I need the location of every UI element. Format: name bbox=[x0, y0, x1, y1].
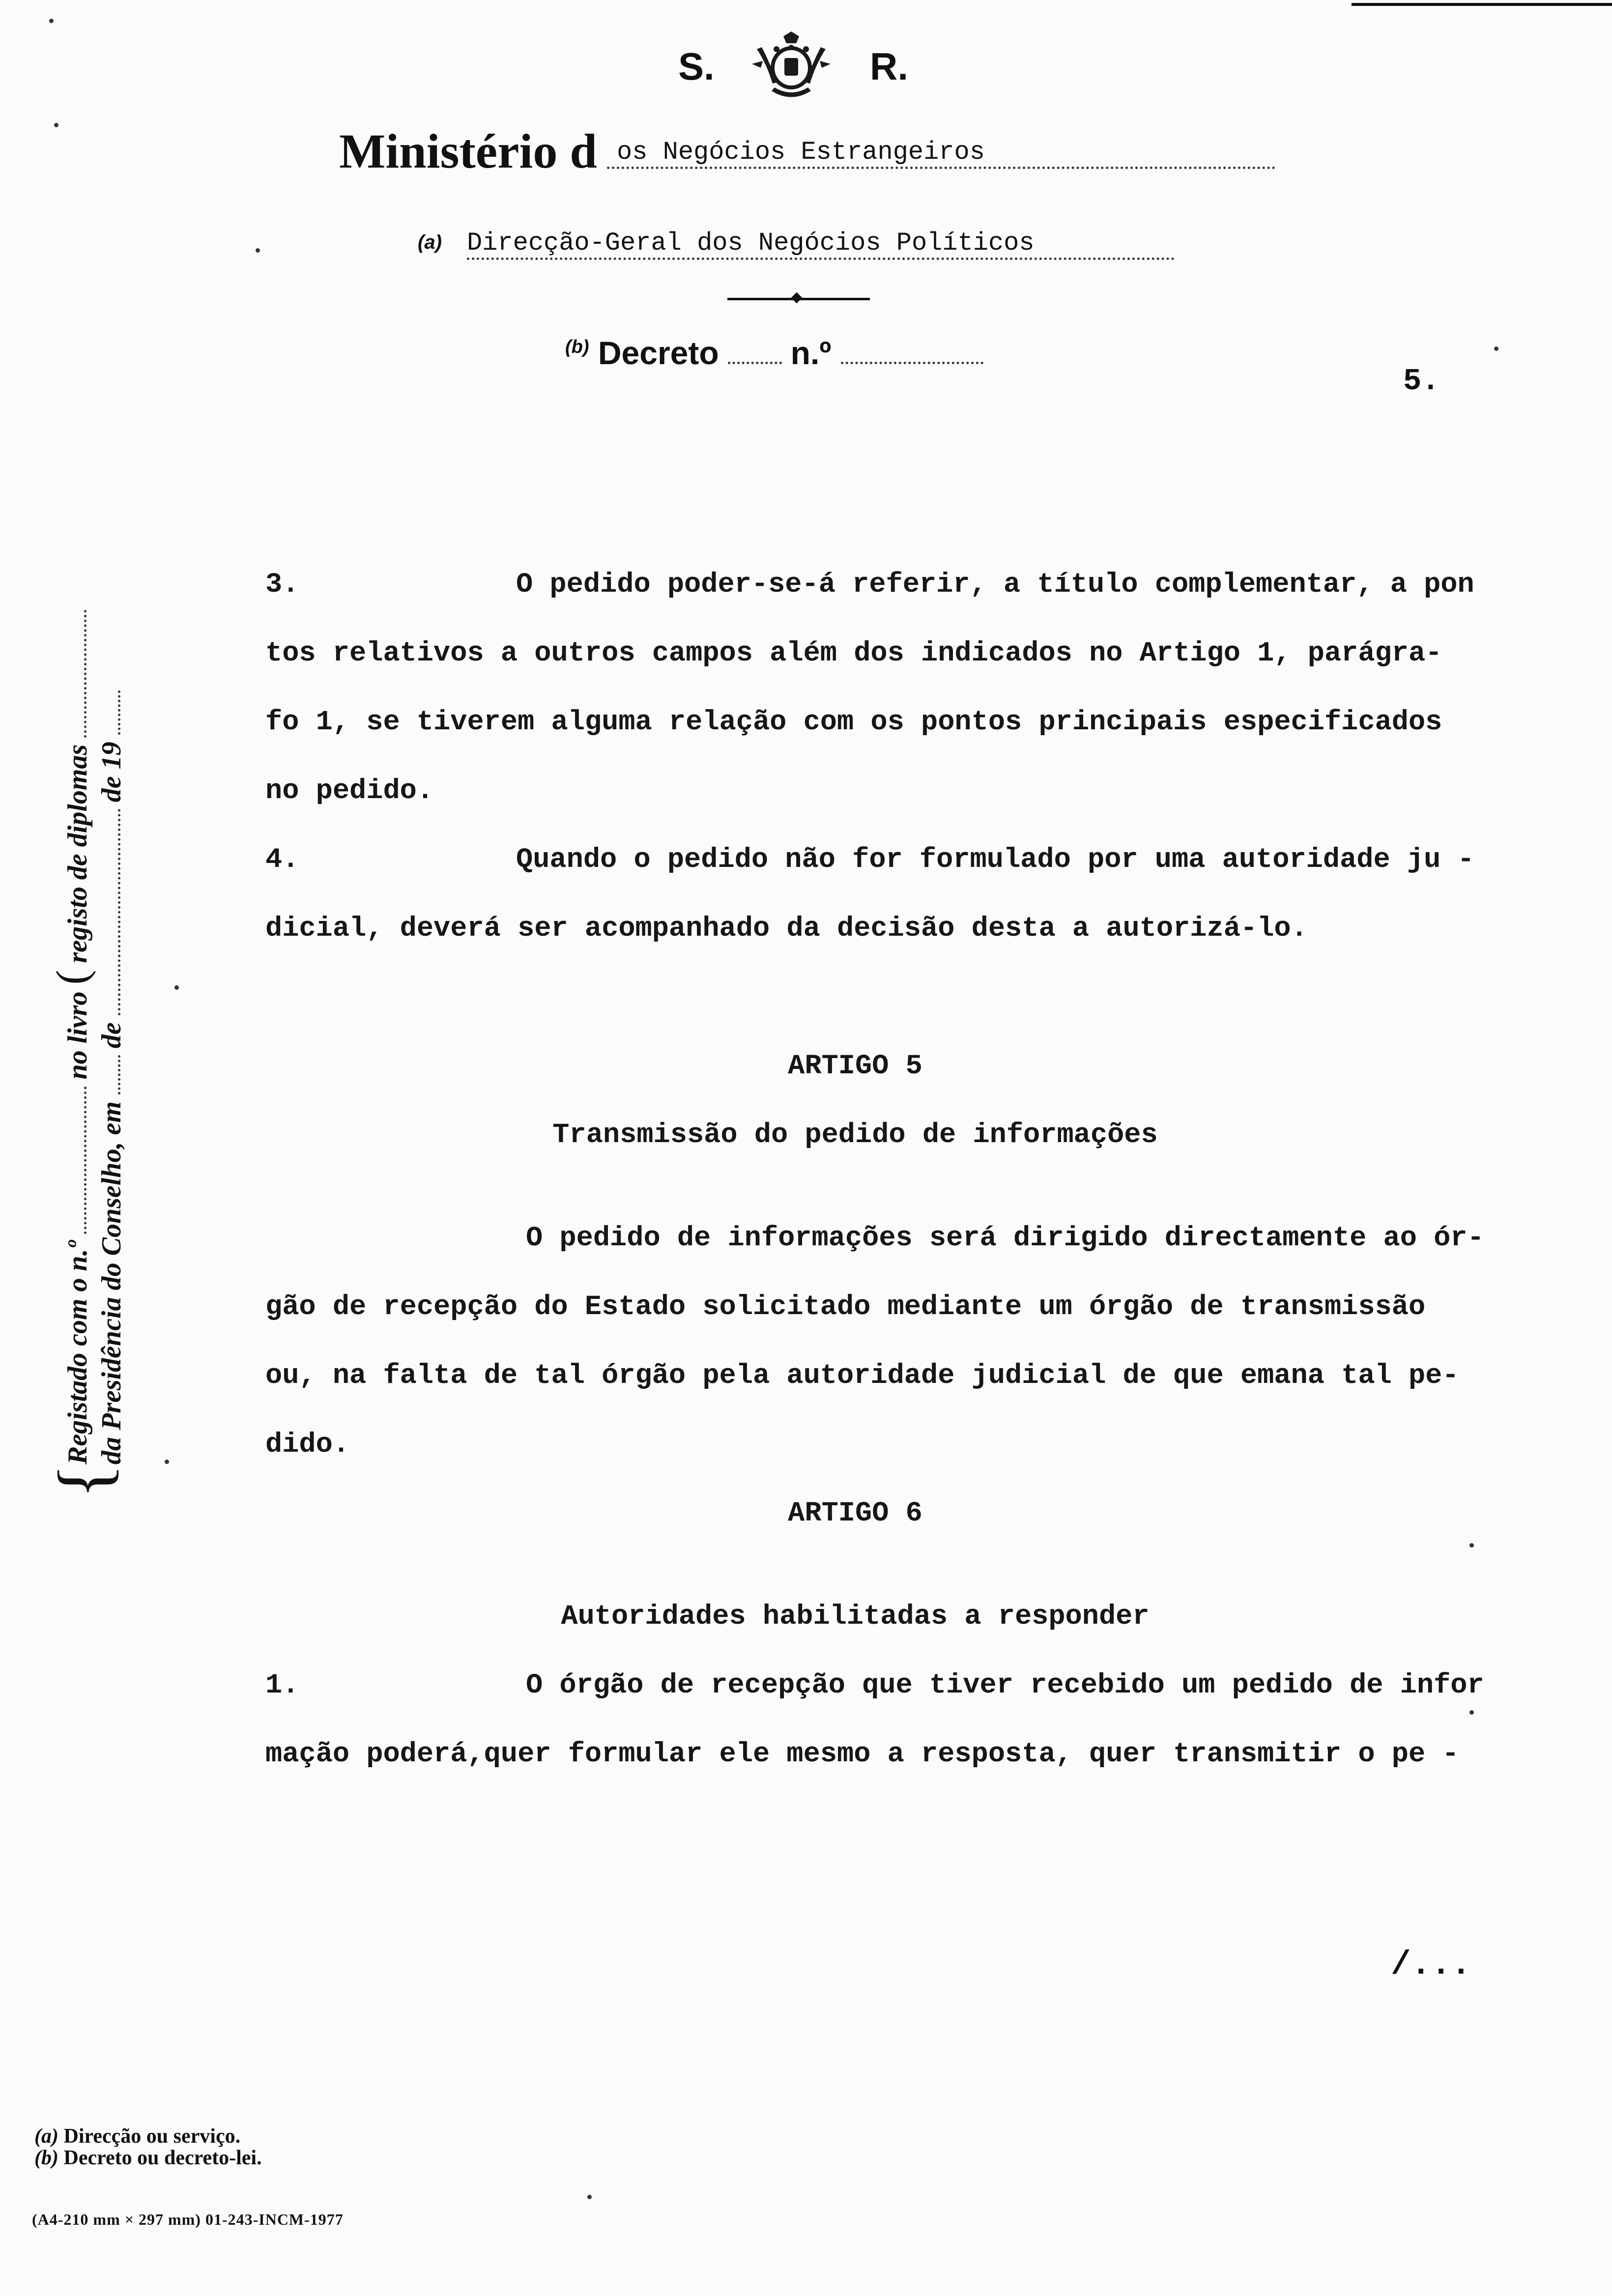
ministry-title: Ministério d bbox=[339, 124, 597, 178]
decree-label: Decreto bbox=[598, 335, 719, 371]
article-5-line-1: O pedido de informações será dirigido directamente ao ór- bbox=[526, 1223, 1484, 1254]
article-6-heading: ARTIGO 6 bbox=[788, 1498, 922, 1529]
number-label: n.º bbox=[790, 335, 832, 371]
scan-speck bbox=[1494, 346, 1498, 351]
footnotes bbox=[34, 2125, 262, 2169]
paragraph-3-line-2: tos relativos a outros campos além dos indicados no Artigo 1, parágra- bbox=[265, 638, 1442, 669]
decree-type-blank bbox=[728, 362, 782, 364]
top-edge-rule bbox=[1352, 3, 1612, 6]
scan-speck bbox=[1469, 1543, 1474, 1548]
paragraph-3-line-4: no pedido. bbox=[265, 775, 434, 807]
header-s-letter: S. bbox=[678, 45, 715, 88]
scan-speck bbox=[165, 1460, 169, 1464]
footnote-marker-a: (a) bbox=[418, 231, 442, 253]
article-6-subtitle: Autoridades habilitadas a responder bbox=[561, 1601, 1150, 1633]
brace-glyph: { bbox=[43, 1464, 125, 1499]
paragraph-1-line-1: 1. O órgão de recepção que tiver recebido um pedido de infor bbox=[265, 1670, 1484, 1701]
paragraph-3-line-1: 3. O pedido poder-se-á referir, a título complementar, a pon bbox=[265, 569, 1474, 601]
directorate-field: Direcção-Geral dos Negócios Políticos bbox=[467, 229, 1175, 260]
scan-speck bbox=[49, 19, 54, 23]
diamond-icon bbox=[791, 292, 803, 304]
scan-speck bbox=[587, 2195, 592, 2199]
continuation-mark: /... bbox=[1391, 1946, 1471, 1984]
ornament-divider bbox=[727, 294, 870, 304]
paragraph-3-line-3: fo 1, se tiverem alguma relação com os pontos principais especificados bbox=[265, 707, 1442, 738]
scan-speck bbox=[54, 123, 58, 127]
brace-glyph: ( bbox=[48, 970, 96, 985]
ministry-name-field: os Negócios Estrangeiros bbox=[607, 138, 1275, 169]
article-5-line-3: ou, na falta de tal órgão pela autoridade judicial de que emana tal pe- bbox=[265, 1360, 1459, 1392]
scan-speck bbox=[174, 985, 179, 990]
article-5-line-2: gão de recepção do Estado solicitado mediante um órgão de transmissão bbox=[265, 1292, 1426, 1323]
footnote-b: (b) Decreto ou decreto-lei. bbox=[34, 2147, 262, 2169]
document-body bbox=[265, 550, 1573, 1789]
footnote-a: (a) Direcção ou serviço. bbox=[34, 2125, 241, 2148]
article-5-line-4: dido. bbox=[265, 1429, 350, 1461]
republic-emblem-header bbox=[678, 29, 934, 108]
decree-number-blank bbox=[841, 362, 983, 364]
article-5-subtitle: Transmissão do pedido de informações bbox=[552, 1119, 1158, 1151]
decree-line bbox=[565, 334, 983, 372]
print-reference: (A4-210 mm × 297 mm) 01-243-INCM-1977 bbox=[32, 2210, 344, 2228]
registry-line-2: da Presidência do Conselho, em de de 19 bbox=[96, 690, 127, 1464]
registry-margin-note bbox=[43, 516, 165, 1499]
directorate-label bbox=[418, 226, 442, 255]
scan-speck bbox=[1469, 1710, 1474, 1715]
page-number: 5. bbox=[1403, 364, 1440, 399]
paragraph-4-line-1: 4. Quando o pedido não for formulado por uma autoridade ju - bbox=[265, 844, 1474, 876]
registry-line-1: Registado com o n.º no livro ( registo de diplomas bbox=[47, 610, 97, 1464]
coat-of-arms-icon bbox=[742, 29, 840, 108]
scan-speck bbox=[256, 248, 260, 253]
paragraph-1-line-2: mação poderá,quer formular ele mesmo a resposta, quer transmitir o pe - bbox=[265, 1739, 1459, 1770]
paragraph-4-line-2: dicial, deverá ser acompanhado da decisão desta a autorizá-lo. bbox=[265, 913, 1308, 945]
header-r-letter: R. bbox=[870, 45, 908, 88]
footnote-marker-b: (b) bbox=[565, 337, 589, 357]
article-5-heading: ARTIGO 5 bbox=[788, 1051, 922, 1082]
